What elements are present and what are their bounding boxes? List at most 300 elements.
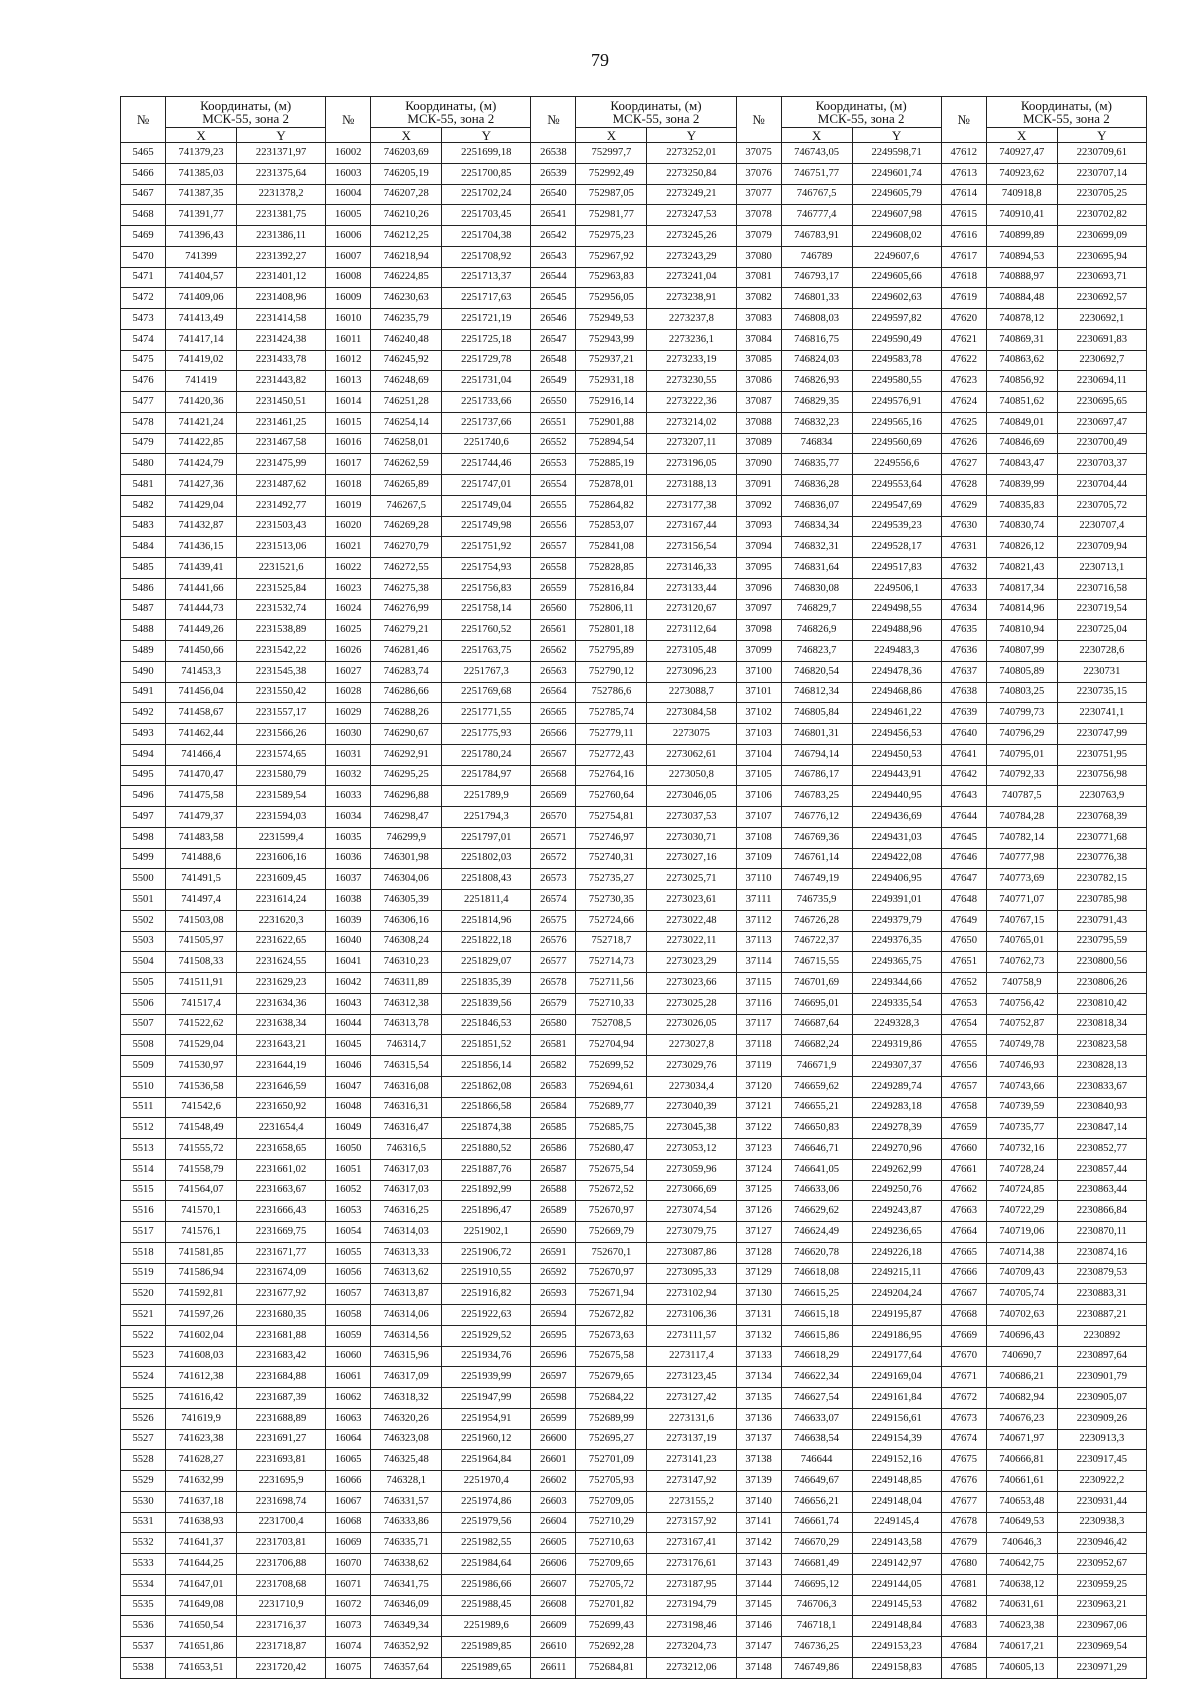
x-coordinate-cell: 746316,08 [371,1076,442,1097]
y-coordinate-cell: 2273133,44 [647,578,736,599]
x-coordinate-cell: 752841,08 [576,537,647,558]
y-coordinate-cell: 2249307,37 [852,1056,941,1077]
point-number-cell: 26570 [531,807,576,828]
point-number-cell: 16020 [326,516,371,537]
x-coordinate-cell: 740787,5 [986,786,1057,807]
y-coordinate-cell: 2273023,29 [647,952,736,973]
y-coordinate-cell: 2273026,05 [647,1014,736,1035]
table-row [121,205,1147,226]
x-coordinate-cell: 746826,93 [781,371,852,392]
point-number-cell: 16031 [326,744,371,765]
y-coordinate-cell: 2230870,11 [1057,1222,1146,1243]
y-coordinate-cell: 2230751,95 [1057,744,1146,765]
y-coordinate-cell: 2251874,38 [442,1118,531,1139]
y-column-header: Y [1057,128,1146,143]
y-coordinate-cell: 2231624,55 [237,952,326,973]
y-coordinate-cell: 2230952,67 [1057,1554,1146,1575]
point-number-cell: 26548 [531,350,576,371]
y-coordinate-cell: 2231683,42 [237,1346,326,1367]
coordinates-title: Координаты, (м) [200,98,292,113]
point-number-cell: 47657 [941,1076,986,1097]
point-number-cell: 5476 [121,371,166,392]
point-number-cell: 16015 [326,412,371,433]
point-number-cell: 16044 [326,1014,371,1035]
number-column-header: № [941,97,986,143]
point-number-cell: 37112 [736,910,781,931]
x-coordinate-cell: 740784,28 [986,807,1057,828]
y-coordinate-cell: 2230728,6 [1057,641,1146,662]
x-coordinate-cell: 746794,14 [781,744,852,765]
x-coordinate-cell: 740782,14 [986,827,1057,848]
coordinates-title: Координаты, (м) [610,98,702,113]
x-coordinate-cell: 746308,24 [371,931,442,952]
point-number-cell: 16064 [326,1429,371,1450]
point-number-cell: 47649 [941,910,986,931]
x-coordinate-cell: 740814,96 [986,599,1057,620]
point-number-cell: 37141 [736,1512,781,1533]
point-number-cell: 26559 [531,578,576,599]
point-number-cell: 47617 [941,246,986,267]
y-coordinate-cell: 2230913,3 [1057,1429,1146,1450]
point-number-cell: 5504 [121,952,166,973]
point-number-cell: 26555 [531,495,576,516]
point-number-cell: 26544 [531,267,576,288]
x-coordinate-cell: 746318,32 [371,1388,442,1409]
x-coordinate-cell: 746235,79 [371,309,442,330]
coordinate-system-label: МСК-55, зона 2 [1023,111,1110,126]
point-number-cell: 37107 [736,807,781,828]
y-coordinate-cell: 2230709,94 [1057,537,1146,558]
point-number-cell: 26587 [531,1159,576,1180]
x-coordinate-cell: 746661,74 [781,1512,852,1533]
y-coordinate-cell: 2249556,6 [852,454,941,475]
y-coordinate-cell: 2251989,65 [442,1657,531,1678]
point-number-cell: 47622 [941,350,986,371]
x-coordinate-cell: 741597,26 [166,1305,237,1326]
x-coordinate-cell: 740773,69 [986,869,1057,890]
x-coordinate-cell: 752679,65 [576,1367,647,1388]
point-number-cell: 26611 [531,1657,576,1678]
y-coordinate-cell: 2231375,64 [237,163,326,184]
y-coordinate-cell: 2251754,93 [442,558,531,579]
y-coordinate-cell: 2249195,87 [852,1305,941,1326]
point-number-cell: 16060 [326,1346,371,1367]
point-number-cell: 16029 [326,703,371,724]
x-coordinate-cell: 741628,27 [166,1450,237,1471]
x-coordinate-cell: 740796,29 [986,724,1057,745]
x-column-header: X [781,128,852,143]
point-number-cell: 16017 [326,454,371,475]
table-row [121,1201,1147,1222]
y-coordinate-cell: 2230693,71 [1057,267,1146,288]
x-coordinate-cell: 752694,61 [576,1076,647,1097]
point-number-cell: 16037 [326,869,371,890]
x-coordinate-cell: 741488,6 [166,848,237,869]
table-row [121,1139,1147,1160]
x-coordinate-cell: 741417,14 [166,329,237,350]
x-coordinate-cell: 741399 [166,246,237,267]
point-number-cell: 47666 [941,1263,986,1284]
y-coordinate-cell: 2251780,24 [442,744,531,765]
table-header [121,97,1147,143]
y-coordinate-cell: 2231646,59 [237,1076,326,1097]
point-number-cell: 37077 [736,184,781,205]
table-row [121,267,1147,288]
coordinate-system-label: МСК-55, зона 2 [202,111,290,126]
table-row [121,454,1147,475]
y-coordinate-cell: 2251910,55 [442,1263,531,1284]
x-coordinate-cell: 752709,05 [576,1491,647,1512]
point-number-cell: 5535 [121,1595,166,1616]
y-coordinate-cell: 2249379,79 [852,910,941,931]
x-coordinate-cell: 746286,66 [371,682,442,703]
point-number-cell: 5491 [121,682,166,703]
table-row [121,1076,1147,1097]
table-row [121,1180,1147,1201]
x-coordinate-cell: 752975,23 [576,226,647,247]
y-coordinate-cell: 2273053,12 [647,1139,736,1160]
y-coordinate-cell: 2251892,99 [442,1180,531,1201]
x-coordinate-cell: 752684,81 [576,1657,647,1678]
y-coordinate-cell: 2249365,75 [852,952,941,973]
x-coordinate-cell: 746646,71 [781,1139,852,1160]
point-number-cell: 5471 [121,267,166,288]
point-number-cell: 5494 [121,744,166,765]
x-coordinate-cell: 746331,57 [371,1491,442,1512]
point-number-cell: 5538 [121,1657,166,1678]
point-number-cell: 37100 [736,661,781,682]
point-number-cell: 16058 [326,1305,371,1326]
point-number-cell: 16019 [326,495,371,516]
y-coordinate-cell: 2231599,4 [237,827,326,848]
y-coordinate-cell: 2230705,25 [1057,184,1146,205]
point-number-cell: 5489 [121,641,166,662]
x-coordinate-cell: 752675,58 [576,1346,647,1367]
point-number-cell: 5524 [121,1367,166,1388]
y-coordinate-cell: 2230702,82 [1057,205,1146,226]
y-coordinate-cell: 2230892 [1057,1325,1146,1346]
x-coordinate-cell: 740927,47 [986,143,1057,164]
x-coordinate-cell: 740705,74 [986,1284,1057,1305]
x-coordinate-cell: 740888,97 [986,267,1057,288]
y-coordinate-cell: 2251744,46 [442,454,531,475]
y-coordinate-cell: 2273050,8 [647,765,736,786]
y-coordinate-cell: 2230967,06 [1057,1616,1146,1637]
x-coordinate-cell: 746262,59 [371,454,442,475]
point-number-cell: 37121 [736,1097,781,1118]
point-number-cell: 26589 [531,1201,576,1222]
point-number-cell: 37114 [736,952,781,973]
y-coordinate-cell: 2249335,54 [852,993,941,1014]
point-number-cell: 5508 [121,1035,166,1056]
x-coordinate-cell: 740709,43 [986,1263,1057,1284]
point-number-cell: 5484 [121,537,166,558]
x-coordinate-cell: 746299,9 [371,827,442,848]
y-coordinate-cell: 2249154,39 [852,1429,941,1450]
x-coordinate-cell: 741479,37 [166,807,237,828]
point-number-cell: 16068 [326,1512,371,1533]
x-column-header: X [576,128,647,143]
y-coordinate-cell: 2249601,74 [852,163,941,184]
y-coordinate-cell: 2273155,2 [647,1491,736,1512]
number-column-header: № [326,97,371,143]
point-number-cell: 37137 [736,1429,781,1450]
x-coordinate-cell: 746203,69 [371,143,442,164]
y-coordinate-cell: 2251721,19 [442,309,531,330]
x-coordinate-cell: 746335,71 [371,1533,442,1554]
table-row [121,433,1147,454]
point-number-cell: 5496 [121,786,166,807]
point-number-cell: 37134 [736,1367,781,1388]
point-number-cell: 16023 [326,578,371,599]
point-number-cell: 47667 [941,1284,986,1305]
y-coordinate-cell: 2230883,31 [1057,1284,1146,1305]
point-number-cell: 37084 [736,329,781,350]
y-coordinate-cell: 2230874,16 [1057,1242,1146,1263]
table-row [121,1284,1147,1305]
point-number-cell: 16012 [326,350,371,371]
table-row [121,890,1147,911]
y-coordinate-cell: 2251769,68 [442,682,531,703]
y-coordinate-cell: 2230963,21 [1057,1595,1146,1616]
x-coordinate-cell: 746816,75 [781,329,852,350]
y-column-header: Y [647,128,736,143]
x-coordinate-cell: 746317,03 [371,1159,442,1180]
point-number-cell: 47675 [941,1450,986,1471]
point-number-cell: 37128 [736,1242,781,1263]
y-coordinate-cell: 2249289,74 [852,1076,941,1097]
y-coordinate-cell: 2273027,8 [647,1035,736,1056]
y-coordinate-cell: 2251929,52 [442,1325,531,1346]
table-row [121,1035,1147,1056]
coordinates-header [781,97,941,128]
table-row [121,350,1147,371]
y-coordinate-cell: 2251731,04 [442,371,531,392]
y-coordinate-cell: 2251771,55 [442,703,531,724]
point-number-cell: 5536 [121,1616,166,1637]
x-coordinate-cell: 740758,9 [986,973,1057,994]
point-number-cell: 5507 [121,1014,166,1035]
x-coordinate-cell: 746212,25 [371,226,442,247]
x-coordinate-cell: 740821,43 [986,558,1057,579]
y-coordinate-cell: 2249506,1 [852,578,941,599]
y-coordinate-cell: 2231658,65 [237,1139,326,1160]
y-coordinate-cell: 2231424,38 [237,329,326,350]
y-coordinate-cell: 2273037,53 [647,807,736,828]
y-coordinate-cell: 2249143,58 [852,1533,941,1554]
y-coordinate-cell: 2230791,43 [1057,910,1146,931]
x-coordinate-cell: 746218,94 [371,246,442,267]
x-coordinate-cell: 741517,4 [166,993,237,1014]
x-coordinate-cell: 746317,09 [371,1367,442,1388]
x-coordinate-cell: 746304,06 [371,869,442,890]
x-coordinate-cell: 740803,25 [986,682,1057,703]
point-number-cell: 37094 [736,537,781,558]
point-number-cell: 5514 [121,1159,166,1180]
y-coordinate-cell: 2231687,39 [237,1388,326,1409]
point-number-cell: 47673 [941,1408,986,1429]
y-coordinate-cell: 2273127,42 [647,1388,736,1409]
y-coordinate-cell: 2251749,04 [442,495,531,516]
y-coordinate-cell: 2231718,87 [237,1637,326,1658]
table-row [121,371,1147,392]
y-coordinate-cell: 2231688,89 [237,1408,326,1429]
x-coordinate-cell: 746207,28 [371,184,442,205]
point-number-cell: 26584 [531,1097,576,1118]
x-coordinate-cell: 746313,62 [371,1263,442,1284]
x-coordinate-cell: 746829,35 [781,392,852,413]
y-coordinate-cell: 2273105,48 [647,641,736,662]
point-number-cell: 16008 [326,267,371,288]
y-coordinate-cell: 2273117,4 [647,1346,736,1367]
y-coordinate-cell: 2273156,54 [647,537,736,558]
table-row [121,703,1147,724]
x-coordinate-cell: 746357,64 [371,1657,442,1678]
y-coordinate-cell: 2231542,22 [237,641,326,662]
table-row [121,993,1147,1014]
x-coordinate-cell: 741608,03 [166,1346,237,1367]
x-coordinate-cell: 740735,77 [986,1118,1057,1139]
x-coordinate-cell: 746808,03 [781,309,852,330]
point-number-cell: 16005 [326,205,371,226]
point-number-cell: 37117 [736,1014,781,1035]
y-coordinate-cell: 2251896,47 [442,1201,531,1222]
x-coordinate-cell: 746801,31 [781,724,852,745]
point-number-cell: 37126 [736,1201,781,1222]
y-column-header: Y [237,128,326,143]
point-number-cell: 26574 [531,890,576,911]
x-coordinate-cell: 740676,23 [986,1408,1057,1429]
x-coordinate-cell: 741555,72 [166,1139,237,1160]
table-row [121,558,1147,579]
y-coordinate-cell: 2273230,55 [647,371,736,392]
y-coordinate-cell: 2273045,38 [647,1118,736,1139]
table-row [121,931,1147,952]
point-number-cell: 16016 [326,433,371,454]
point-number-cell: 16040 [326,931,371,952]
x-coordinate-cell: 740743,66 [986,1076,1057,1097]
x-coordinate-cell: 740649,53 [986,1512,1057,1533]
table-row [121,661,1147,682]
x-coordinate-cell: 740826,12 [986,537,1057,558]
point-number-cell: 5474 [121,329,166,350]
x-coordinate-cell: 746301,98 [371,848,442,869]
point-number-cell: 26569 [531,786,576,807]
y-coordinate-cell: 2231609,45 [237,869,326,890]
point-number-cell: 16034 [326,807,371,828]
point-number-cell: 5510 [121,1076,166,1097]
x-coordinate-cell: 746320,26 [371,1408,442,1429]
y-coordinate-cell: 2251784,97 [442,765,531,786]
x-coordinate-cell: 746317,03 [371,1180,442,1201]
y-coordinate-cell: 2251939,99 [442,1367,531,1388]
y-coordinate-cell: 2251964,84 [442,1450,531,1471]
x-coordinate-cell: 741444,73 [166,599,237,620]
x-coordinate-cell: 752672,82 [576,1305,647,1326]
table-row [121,143,1147,164]
x-coordinate-cell: 740690,7 [986,1346,1057,1367]
number-column-header: № [531,97,576,143]
y-coordinate-cell: 2249607,98 [852,205,941,226]
x-coordinate-cell: 746333,86 [371,1512,442,1533]
point-number-cell: 47680 [941,1554,986,1575]
point-number-cell: 16045 [326,1035,371,1056]
point-number-cell: 5495 [121,765,166,786]
x-coordinate-cell: 746820,54 [781,661,852,682]
y-coordinate-cell: 2230692,7 [1057,350,1146,371]
x-coordinate-cell: 740846,69 [986,433,1057,454]
x-coordinate-cell: 741429,04 [166,495,237,516]
point-number-cell: 16052 [326,1180,371,1201]
point-number-cell: 5523 [121,1346,166,1367]
y-coordinate-cell: 2249461,22 [852,703,941,724]
x-coordinate-cell: 752949,53 [576,309,647,330]
point-number-cell: 47633 [941,578,986,599]
x-coordinate-cell: 746314,03 [371,1222,442,1243]
y-coordinate-cell: 2249161,84 [852,1388,941,1409]
x-coordinate-cell: 746288,26 [371,703,442,724]
x-coordinate-cell: 746328,1 [371,1471,442,1492]
x-coordinate-cell: 741379,23 [166,143,237,164]
x-coordinate-cell: 746834 [781,433,852,454]
x-coordinate-cell: 752967,92 [576,246,647,267]
x-coordinate-cell: 746722,37 [781,931,852,952]
table-row [121,226,1147,247]
x-coordinate-cell: 746312,38 [371,993,442,1014]
x-coordinate-cell: 746834,34 [781,516,852,537]
table-row [121,1014,1147,1035]
y-coordinate-cell: 2230931,44 [1057,1491,1146,1512]
point-number-cell: 47635 [941,620,986,641]
point-number-cell: 47650 [941,931,986,952]
x-coordinate-cell: 746316,5 [371,1139,442,1160]
y-coordinate-cell: 2251960,12 [442,1429,531,1450]
y-coordinate-cell: 2230905,07 [1057,1388,1146,1409]
x-coordinate-cell: 752705,93 [576,1471,647,1492]
x-coordinate-cell: 741503,08 [166,910,237,931]
y-coordinate-cell: 2249456,53 [852,724,941,745]
y-coordinate-cell: 2231467,58 [237,433,326,454]
y-coordinate-cell: 2251902,1 [442,1222,531,1243]
point-number-cell: 5492 [121,703,166,724]
x-coordinate-cell: 752760,64 [576,786,647,807]
table-row [121,1367,1147,1388]
x-coordinate-cell: 752675,54 [576,1159,647,1180]
point-number-cell: 37088 [736,412,781,433]
x-coordinate-cell: 746783,91 [781,226,852,247]
y-coordinate-cell: 2230806,26 [1057,973,1146,994]
point-number-cell: 26560 [531,599,576,620]
x-coordinate-cell: 740653,48 [986,1491,1057,1512]
table-row [121,1346,1147,1367]
x-coordinate-cell: 746248,69 [371,371,442,392]
point-number-cell: 16018 [326,475,371,496]
x-coordinate-cell: 746718,1 [781,1616,852,1637]
x-coordinate-cell: 740851,62 [986,392,1057,413]
y-coordinate-cell: 2251763,75 [442,641,531,662]
point-number-cell: 47674 [941,1429,986,1450]
y-coordinate-cell: 2251713,37 [442,267,531,288]
y-coordinate-cell: 2273188,13 [647,475,736,496]
point-number-cell: 5505 [121,973,166,994]
y-coordinate-cell: 2231521,6 [237,558,326,579]
point-number-cell: 26567 [531,744,576,765]
x-coordinate-cell: 741581,85 [166,1242,237,1263]
point-number-cell: 26603 [531,1491,576,1512]
table-row [121,578,1147,599]
x-coordinate-cell: 741409,06 [166,288,237,309]
x-coordinate-cell: 746283,74 [371,661,442,682]
